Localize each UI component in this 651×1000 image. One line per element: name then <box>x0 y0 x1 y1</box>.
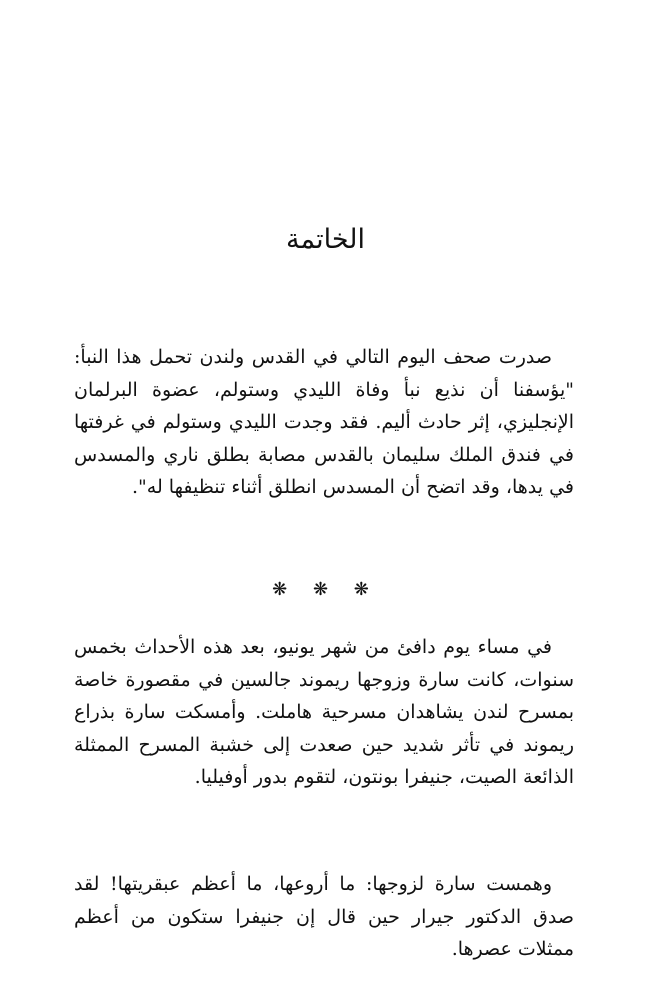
paragraph-theater-evening: في مساء يوم دافئ من شهر يونيو، بعد هذه الأحداث بخمس سنوات، كانت سارة وزوجها ريموند جالسين في مقصورة خاصة بمسرح لندن يشاهدان مسرحية هاملت. وأمسكت سارة بذراع ريموند في تأثر شديد حين صعدت إلى خشبة المسرح الممثلة الذائعة الصيت، جنيفرا بونتون، لتقوم بدور أوفيليا. <box>74 636 574 788</box>
section-separator: ❋ ❋ ❋ <box>272 579 379 600</box>
paragraph-news-report: صدرت صحف اليوم التالي في القدس ولندن تحمل هذا النبأ: "يؤسفنا أن نذيع نبأ وفاة الليدي وستولم، عضوة البرلمان الإنجليزي، إثر حادث أليم. فقد وجدت الليدي وستولم في غرفتها في فندق الملك سليمان بالقدس مصابة بطلق ناري والمسدس في يدها، وقد اتضح أن المسدس انطلق أثناء تنظيفها له". <box>74 346 574 498</box>
chapter-title: الخاتمة <box>286 224 365 255</box>
paragraph-whisper: وهمست سارة لزوجها: ما أروعها، ما أعظم عبقريتها! لقد صدق الدكتور جيرار حين قال إن جنيفرا ستكون من أعظم ممثلات عصرها. <box>74 873 574 960</box>
